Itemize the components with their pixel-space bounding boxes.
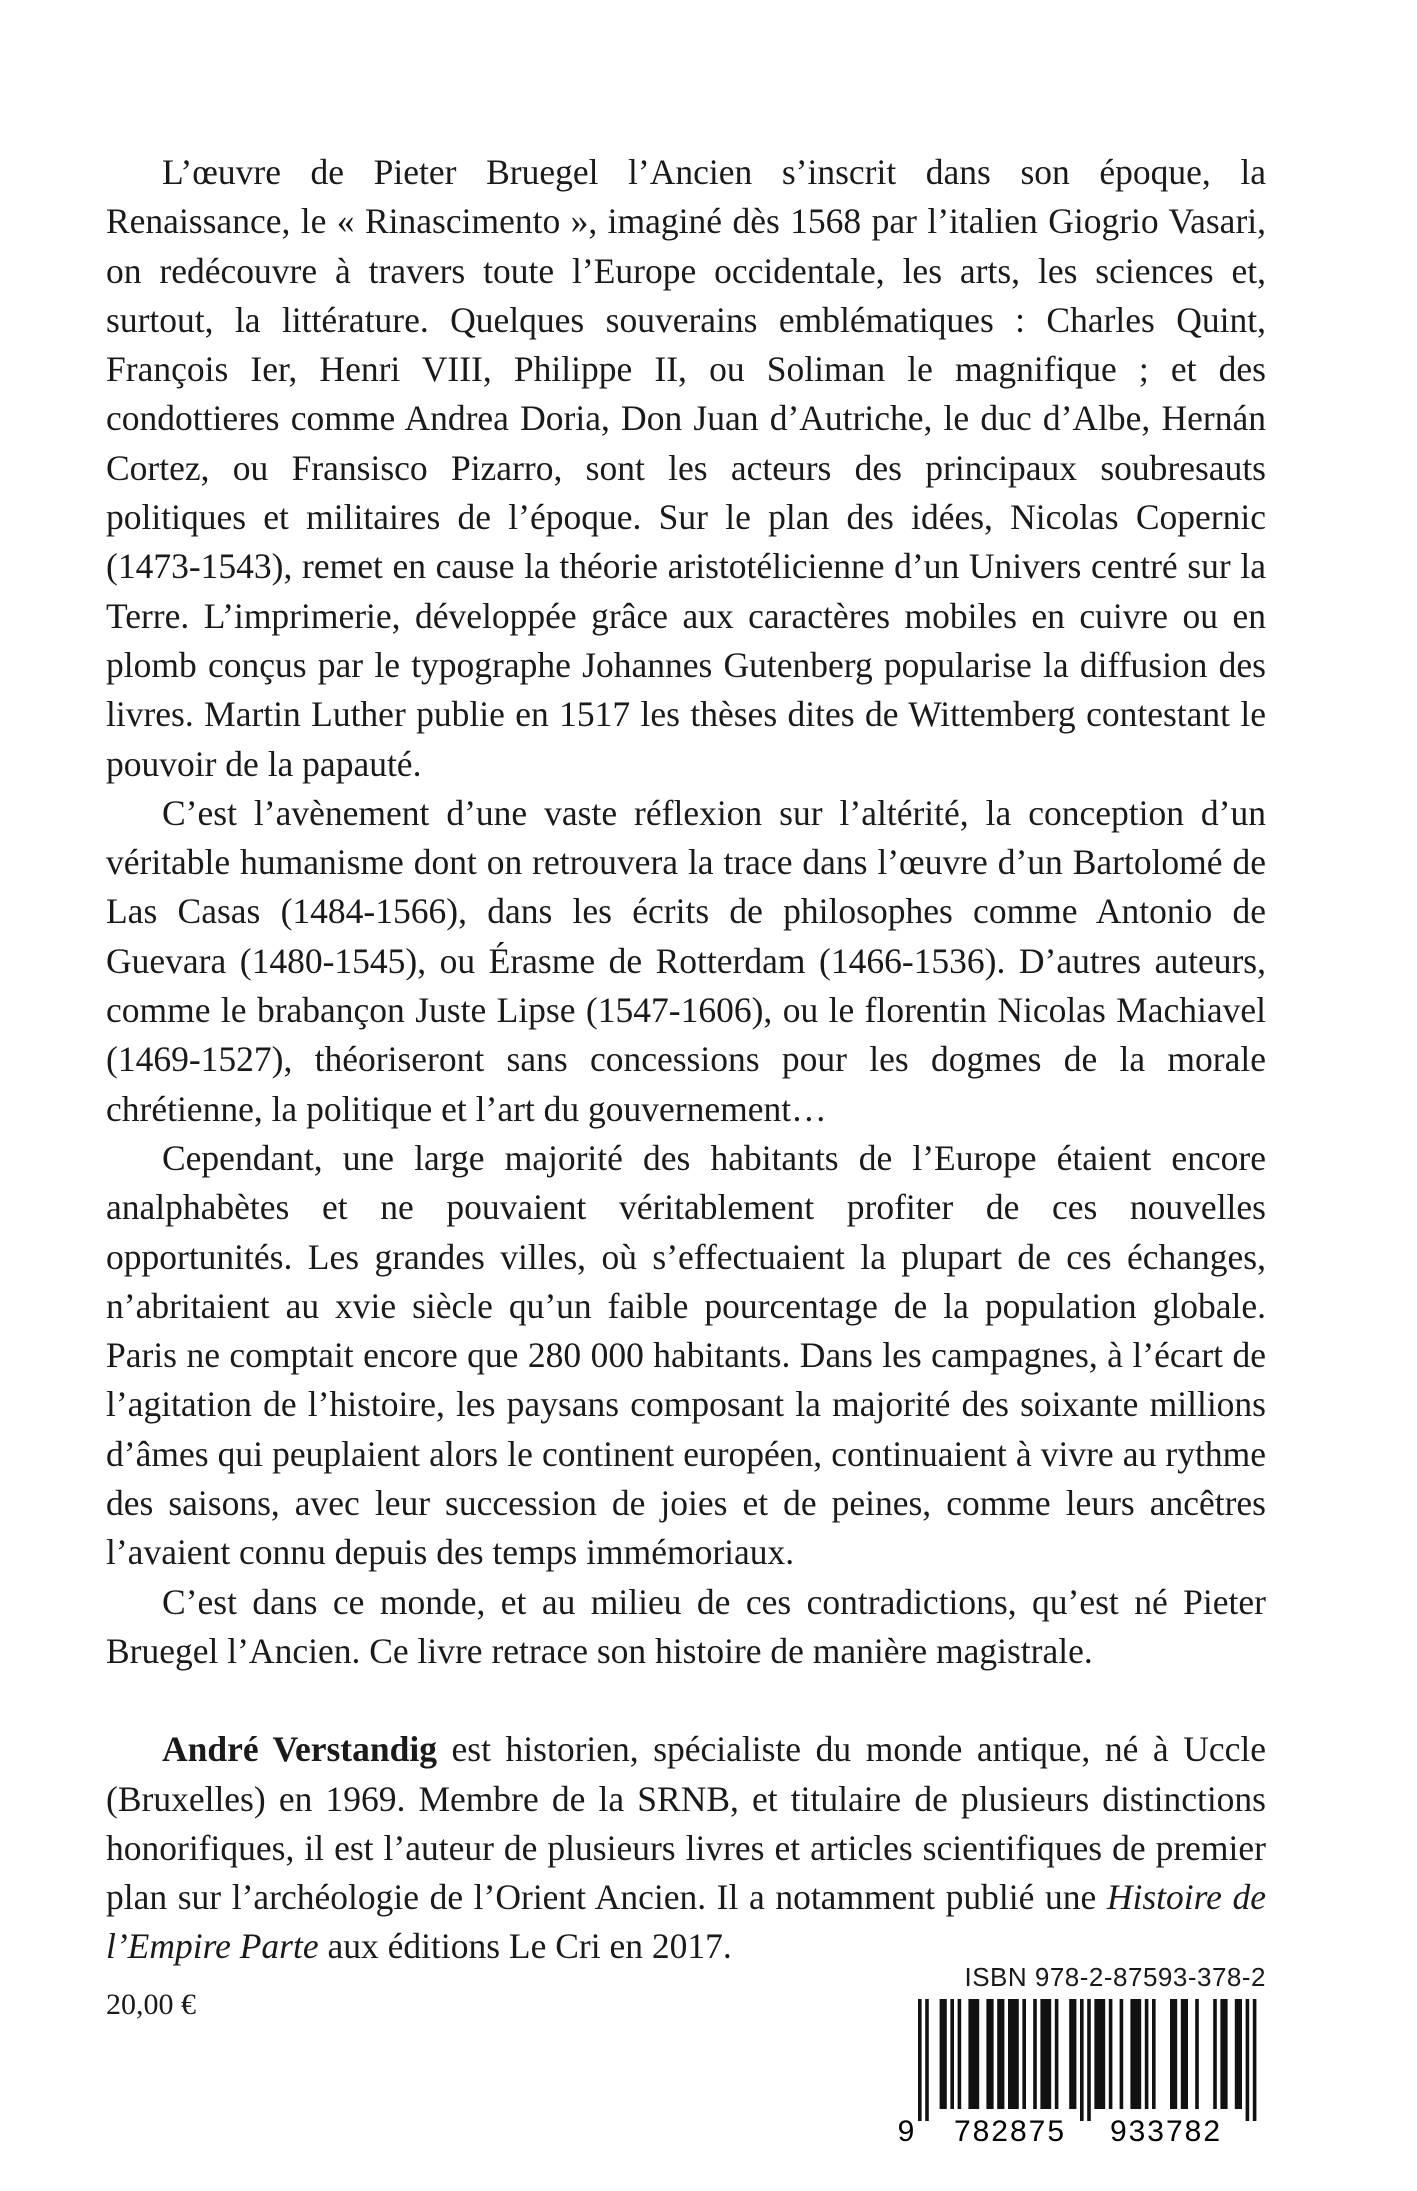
barcode-bar — [1069, 1999, 1076, 2109]
book-title: Histoire de l’Empire Parte — [106, 1877, 1266, 1967]
barcode-bar — [1195, 1999, 1199, 2109]
barcode-bar — [1235, 1999, 1242, 2109]
barcode-bar — [958, 1999, 962, 2109]
barcode-bar — [1008, 1999, 1019, 2109]
barcode-bar — [1087, 1999, 1091, 2121]
barcode-bar — [1181, 1999, 1188, 2109]
barcode-bar — [950, 1999, 954, 2109]
barcode-bar — [986, 1999, 993, 2109]
barcode-bar — [918, 1999, 922, 2121]
barcode-group-left: 782875 — [953, 2115, 1067, 2147]
author-bio-text-1: est historien, spécialiste du monde antique, né à Uccle (Bruxelles) en 1969. Membre de la SRNB, et titulaire de plusieurs distinctions honorifiques, il est l’auteur de plusieurs livres et articles scientifiques de premier plan sur l’archéologie de l’Orient Ancien. Il a notamment publié une — [106, 1729, 1267, 1918]
barcode-bar — [1055, 1999, 1059, 2109]
barcode-bar — [968, 1999, 979, 2109]
isbn-label: ISBN 978-2-87593-378-2 — [964, 1962, 1266, 1992]
barcode-bar — [1213, 1999, 1217, 2109]
author-bio — [106, 1725, 1266, 1971]
barcode-bar — [1246, 1999, 1250, 2121]
barcode-lead-digit: 9 — [898, 2115, 915, 2147]
barcode-bar — [1130, 1999, 1141, 2109]
isbn-barcode-block — [898, 1962, 1266, 2147]
barcode-bar — [1022, 1999, 1026, 2109]
barcode-bar — [1170, 1999, 1177, 2109]
paragraph-population: Cependant, une large majorité des habitants de l’Europe étaient encore analphabètes et ne pouvaient véritablement profiter de ces nouvelles opportunités. Les grandes villes, où s’effectuaient la plupart de ces échanges, n’abritaient au xvie siècle qu’un faible pourcentage de la population globale. Paris ne comptait encore que 280 000 habitants. Dans les campagnes, à l’écart de l’agitation de l’histoire, les paysans composant la majorité des soixante millions d’âmes qui peuplaient alors le continent européen, continuaient à vivre au rythme des saisons, avec leur succession de joies et de peines, comme leurs ancêtres l’avaient connu depuis des temps immémoriaux. — [106, 1137, 1266, 1573]
barcode-bar — [1040, 1999, 1051, 2109]
author-name: André Verstandig — [162, 1729, 437, 1770]
barcode-bar — [1253, 1999, 1257, 2121]
barcode-bar — [1145, 1999, 1149, 2109]
barcode-bar — [925, 1999, 929, 2121]
barcode-bar — [1094, 1999, 1105, 2109]
barcode-group-right: 933782 — [1109, 2115, 1223, 2147]
barcode-bar — [1220, 1999, 1227, 2109]
barcode-bar — [1120, 1999, 1124, 2109]
paragraph-humanism: C’est l’avènement d’une vaste réflexion sur l’altérité, la conception d’un véritable humanisme dont on retrouvera la trace dans l’œuvre d’un Bartolomé de Las Casas (1484-1566), dans les écrits de philosophes comme Antonio de Guevara (1480-1545), ou Érasme de Rotterdam (1466-1536). D’autres auteurs, comme le brabançon Juste Lipse (1547-1606), ou le florentin Nicolas Machiavel (1469-1527), théoriseront sans concessions pour les dogmes de la morale chrétienne, la politique et l’art du gouvernement… — [106, 792, 1266, 1129]
barcode-icon — [898, 1999, 1266, 2147]
barcode-bar — [997, 1999, 1004, 2109]
paragraph-renaissance: L’œuvre de Pieter Bruegel l’Ancien s’inscrit dans son époque, la Renaissance, le « Rinascimento », imaginé dès 1568 par l’italien Giogrio Vasari, on redécouvre à travers toute l’Europe occidentale, les arts, les sciences et, surtout, la littérature. Quelques souverains emblématiques : Charles Quint, François Ier, Henri VIII, Philippe II, ou Soliman le magnifique ; et des condottieres comme Andrea Doria, Don Juan d’Autriche, le duc d’Albe, Hernán Cortez, ou Fransisco Pizarro, sont les acteurs des principaux soubresauts politiques et militaires de l’époque. Sur le plan des idées, Nicolas Copernic (1473-1543), remet en cause la théorie aristotélicienne d’un Univers centré sur la Terre. L’imprimerie, développée grâce aux caractères mobiles en cuivre ou en plomb conçus par le typographe Johannes Gutenberg popularise la diffusion des livres. Martin Luther publie en 1517 les thèses dites de Wittemberg contestant le pouvoir de la papauté. — [106, 152, 1266, 784]
barcode-bar — [1033, 1999, 1037, 2109]
price: 20,00 € — [106, 1988, 196, 2021]
barcode-bar — [1109, 1999, 1113, 2109]
barcode-bar — [1080, 1999, 1084, 2121]
back-cover-text — [106, 148, 1266, 1972]
barcode-bar — [940, 1999, 947, 2109]
author-bio-text-2: aux éditions Le Cri en 2017. — [318, 1926, 732, 1967]
barcode-bar — [1152, 1999, 1156, 2109]
paragraph-conclusion: C’est dans ce monde, et au milieu de ces contradictions, qu’est né Pieter Bruegel l’Ancien. Ce livre retrace son histoire de manière magistrale. — [106, 1581, 1266, 1671]
